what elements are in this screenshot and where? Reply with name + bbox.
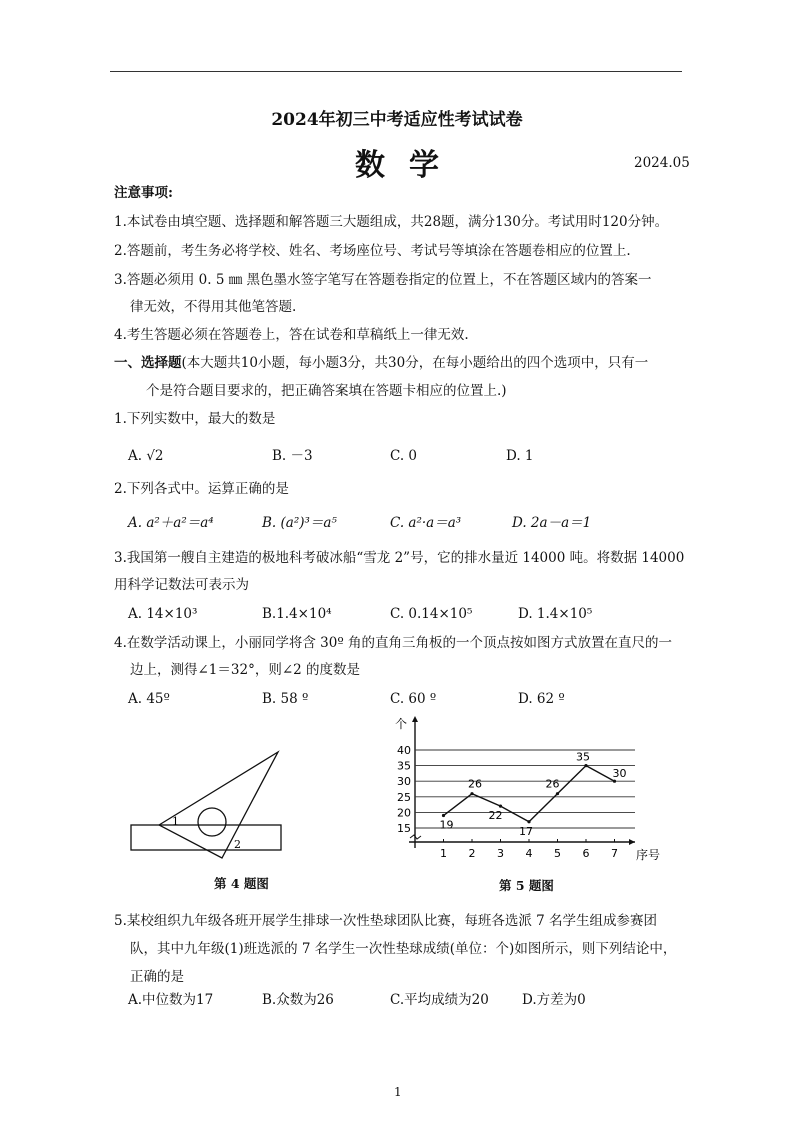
q2-option-b: B. (a²)³＝a⁵ xyxy=(262,515,337,531)
section1-heading: 一、选择题 xyxy=(114,355,182,371)
angle-1-label: 1 xyxy=(172,815,179,828)
x-tick-label: 2 xyxy=(468,847,476,860)
q4-option-d: D. 62 º xyxy=(518,691,565,707)
figure-5-caption: 第 5 题图 xyxy=(499,878,554,893)
q2-stem: 2.下列各式中。运算正确的是 xyxy=(114,481,289,497)
q1-option-b: B. －3 xyxy=(272,448,313,464)
q5-stem-2: 队，其中九年级(1)班选派的 7 名学生一次性垫球成绩(单位：个)如图所示，则下列结论中， xyxy=(130,941,677,957)
data-label: 26 xyxy=(468,777,482,791)
data-point xyxy=(499,805,502,808)
q3-option-c: C. 0.14×10⁵ xyxy=(390,606,473,622)
subject-title: 数学 xyxy=(355,148,463,183)
ruler-shape xyxy=(131,825,281,850)
section1-desc-1: (本大题共10小题，每小题3分，共30分，在每小题给出的四个选项中，只有一 xyxy=(181,355,649,371)
q4-option-a: A. 45º xyxy=(128,691,170,707)
exam-date: 2024.05 xyxy=(634,155,690,171)
y-tick-label: 40 xyxy=(397,744,411,757)
figure-4-caption: 第 4 题图 xyxy=(214,876,269,891)
q1-stem: 1.下列实数中，最大的数是 xyxy=(114,411,276,427)
q1-option-c: C. 0 xyxy=(390,448,418,464)
notice-item-4: 4.考生答题必须在答题卷上，答在试卷和草稿纸上一律无效. xyxy=(114,327,469,343)
x-tick-label: 1 xyxy=(440,847,447,860)
q5-option-a: A.中位数为17 xyxy=(128,992,214,1008)
angle-2-label: 2 xyxy=(234,838,241,851)
data-label: 30 xyxy=(612,767,627,781)
y-tick-label: 35 xyxy=(397,759,411,773)
figure-4-triangle-ruler xyxy=(125,745,305,865)
page-number: 1 xyxy=(394,1085,402,1099)
triangle-shape xyxy=(159,752,278,858)
section1-line1 xyxy=(114,353,648,373)
data-point xyxy=(442,814,445,817)
q5-stem-3: 正确的是 xyxy=(130,969,184,985)
x-axis-arrow xyxy=(629,839,635,845)
q2-option-a: A. a²＋a²＝a⁴ xyxy=(128,515,214,531)
x-axis-label: 序号 xyxy=(636,848,661,862)
x-tick-label: 5 xyxy=(554,847,561,860)
q4-option-c: C. 60 º xyxy=(390,691,437,707)
figure-5-line-chart xyxy=(385,714,675,874)
q2-option-c: C. a²·a＝a³ xyxy=(390,515,462,531)
y-tick-label: 20 xyxy=(397,806,411,820)
notice-item-3: 3.答题必须用 0. 5 ㎜ 黑色墨水签字笔写在答题卷指定的位置上，不在答题区域内的答案一 xyxy=(114,272,652,288)
triangle-hole xyxy=(198,808,226,836)
q5-option-d: D.方差为0 xyxy=(522,992,586,1008)
q1-option-a: A. √2 xyxy=(128,448,164,464)
q3-option-d: D. 1.4×10⁵ xyxy=(518,606,593,622)
data-point xyxy=(527,820,530,823)
data-label: 17 xyxy=(519,824,533,838)
x-tick-label: 4 xyxy=(525,847,533,860)
notice-item-2: 2.答题前，考生务必将学校、姓名、考场座位号、考试号等填涂在答题卷相应的位置上. xyxy=(114,243,631,259)
notice-item-3-cont: 律无效，不得用其他笔答题. xyxy=(130,299,297,315)
q3-stem-2: 用科学记数法可表示为 xyxy=(114,577,249,593)
q2-option-d: D. 2a－a＝1 xyxy=(512,515,592,531)
y-tick-label: 25 xyxy=(397,790,411,804)
q5-stem-1: 5.某校组织九年级各班开展学生排球一次性垫球团队比赛，每班各选派 7 名学生组成参赛团 xyxy=(114,913,658,929)
q3-option-b: B.1.4×10⁴ xyxy=(262,606,332,622)
q4-stem-1: 4.在数学活动课上，小丽同学将含 30º 角的直角三角板的一个顶点按如图方式放置在直尺的一 xyxy=(114,635,672,651)
x-tick-label: 6 xyxy=(582,847,590,860)
data-point xyxy=(470,792,473,795)
exam-title: 2024年初三中考适应性考试试卷 xyxy=(271,110,523,130)
data-point xyxy=(584,764,587,767)
q1-option-d: D. 1 xyxy=(506,448,534,464)
q5-option-b: B.众数为26 xyxy=(262,992,334,1008)
y-tick-label: 30 xyxy=(397,775,411,789)
q3-option-a: A. 14×10³ xyxy=(128,606,198,622)
notice-heading: 注意事项: xyxy=(114,185,173,201)
x-tick-label: 7 xyxy=(611,847,618,860)
q3-stem-1: 3.我国第一艘自主建造的极地科考破冰船“雪龙 2”号，它的排水量近 14000 吨。将数据 14000 xyxy=(114,550,685,566)
q4-option-b: B. 58 º xyxy=(262,691,309,707)
q5-option-c: C.平均成绩为20 xyxy=(390,992,489,1008)
data-point xyxy=(556,792,559,795)
series-line xyxy=(444,766,615,822)
section1-desc-2: 个是符合题目要求的，把正确答案填在答题卡相应的位置上.) xyxy=(146,383,507,399)
y-axis-arrow xyxy=(412,716,418,722)
data-label: 22 xyxy=(488,809,503,823)
x-tick-label: 3 xyxy=(497,847,504,860)
q4-stem-2: 边上，测得∠1＝32°，则∠2 的度数是 xyxy=(130,662,361,678)
notice-item-1: 1.本试卷由填空题、选择题和解答题三大题组成，共28题，满分130分。考试用时120分钟。 xyxy=(114,214,669,230)
data-label: 26 xyxy=(545,777,560,791)
data-label: 35 xyxy=(576,750,590,764)
data-label: 19 xyxy=(439,818,454,832)
header-rule xyxy=(110,71,682,72)
y-axis-label: 个 xyxy=(395,717,408,731)
y-tick-label: 15 xyxy=(397,822,411,835)
